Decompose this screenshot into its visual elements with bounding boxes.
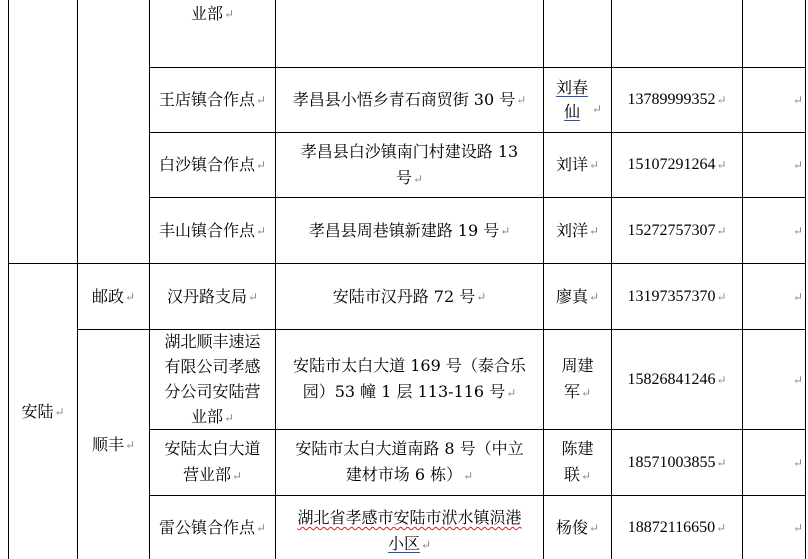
cell-text: 孝昌县白沙镇南门村建设路 13 — [300, 141, 519, 161]
return-mark: ↵ — [506, 386, 517, 400]
return-mark: ↵ — [716, 223, 727, 238]
cell-text: 丰山镇合作点 — [158, 220, 255, 240]
cell-text: 15272757307 — [627, 221, 716, 239]
return-mark: ↵ — [591, 102, 603, 116]
cell-text: 孝昌县周巷镇新建路 19 号 — [308, 220, 500, 240]
table-cell-contact — [544, 68, 611, 132]
table-cell-address — [276, 198, 543, 263]
return-mark: ↵ — [588, 520, 600, 535]
table-cell-name — [150, 430, 275, 495]
return-mark: ↵ — [716, 455, 727, 470]
table-cell-phone — [612, 330, 742, 429]
table-cell-contact — [544, 264, 611, 329]
cell-text: 15826841246 — [627, 370, 716, 388]
table-cell-phone — [612, 133, 742, 197]
table-cell-contact — [544, 330, 611, 429]
return-mark: ↵ — [500, 223, 511, 238]
return-mark: ↵ — [223, 410, 235, 425]
cell-text-line: 园）53 幢 1 层 113-116 号↵ — [302, 382, 517, 401]
table-border — [805, 0, 806, 559]
return-mark: ↵ — [255, 223, 267, 238]
cell-text-line: 号↵ — [395, 167, 424, 187]
return-mark: ↵ — [716, 158, 727, 172]
table-cell-name — [150, 0, 275, 28]
return-mark: ↵ — [792, 158, 803, 172]
table-cell-phone — [612, 264, 742, 329]
table-cell-name — [150, 330, 275, 429]
table-cell-address — [276, 264, 543, 329]
cell-text-line: 分公司安陆营 — [164, 381, 261, 401]
return-mark: ↵ — [255, 158, 267, 172]
table-cell-name — [150, 496, 275, 559]
table-cell-address — [276, 133, 543, 197]
return-mark: ↵ — [792, 520, 803, 535]
table-cell-name — [150, 68, 275, 132]
cell-text-line: 湖北顺丰速运 — [164, 331, 261, 351]
cell-text: 王店镇合作点 — [158, 90, 255, 109]
cell-text: 业部 — [190, 4, 223, 23]
cell-text: 顺丰 — [91, 434, 124, 454]
table-cell-contact — [544, 0, 611, 67]
table-cell-contact — [544, 430, 611, 495]
return-mark: ↵ — [463, 469, 474, 483]
cell-text: 刘春仙 — [555, 78, 588, 121]
table-cell-phone — [612, 496, 742, 559]
return-mark: ↵ — [716, 372, 727, 387]
table-cell-contact — [544, 496, 611, 559]
table-cell-address — [276, 68, 543, 132]
return-mark: ↵ — [516, 93, 527, 107]
table-cell-phone — [612, 198, 742, 263]
cell-text: 安陆太白大道 — [164, 439, 261, 458]
return-mark: ↵ — [792, 455, 803, 470]
return-mark: ↵ — [124, 289, 136, 304]
return-mark: ↵ — [476, 289, 487, 304]
return-mark: ↵ — [716, 520, 727, 535]
return-mark: ↵ — [124, 437, 136, 452]
return-mark: ↵ — [716, 93, 727, 107]
cell-text: 廖真 — [555, 286, 588, 306]
return-mark: ↵ — [716, 289, 727, 304]
cell-text: 刘详 — [555, 155, 588, 174]
cell-text: 陈建 — [561, 439, 594, 458]
cell-text-line: 军↵ — [563, 382, 592, 401]
return-mark: ↵ — [580, 386, 592, 400]
return-mark: ↵ — [420, 538, 432, 552]
cell-text-line: 有限公司孝感 — [164, 356, 261, 376]
table-cell-name — [150, 198, 275, 263]
return-mark: ↵ — [247, 289, 259, 304]
cell-text-line: 业部↵ — [190, 406, 235, 426]
table-cell-carrier — [78, 330, 149, 559]
return-mark: ↵ — [792, 93, 803, 107]
cell-text: 周建 — [561, 356, 594, 375]
table-cell-carrier — [78, 264, 149, 329]
return-mark: ↵ — [792, 372, 803, 387]
cell-text: 安陆市太白大道 169 号（泰合乐 — [293, 356, 526, 375]
table-cell-phone — [612, 0, 742, 67]
cell-text: 13789999352 — [627, 91, 716, 108]
return-mark: ↵ — [588, 289, 600, 304]
return-mark: ↵ — [255, 520, 267, 535]
table-cell-empty — [743, 133, 805, 197]
return-mark: ↵ — [588, 158, 600, 172]
return-mark: ↵ — [580, 469, 592, 483]
table-cell-address — [276, 330, 543, 429]
table-cell-empty — [743, 198, 805, 263]
cell-text: 刘洋 — [555, 220, 588, 240]
cell-text: 杨俊 — [555, 517, 588, 537]
cell-text: 湖北省孝感市安陆市洑水镇涢港 — [297, 508, 522, 527]
return-mark: ↵ — [231, 469, 243, 483]
table-cell-empty — [743, 496, 805, 559]
table-cell-address — [276, 496, 543, 559]
table-cell-address — [276, 430, 543, 495]
cell-text: 汉丹路支局 — [166, 286, 247, 306]
table-cell-empty — [743, 430, 805, 495]
return-mark: ↵ — [412, 171, 424, 186]
cell-text-line: 小区↵ — [387, 534, 432, 553]
table-cell-phone — [612, 68, 742, 132]
return-mark: ↵ — [54, 404, 65, 419]
table-cell-region — [9, 264, 77, 559]
table-cell-address — [276, 0, 543, 67]
table-cell-phone — [612, 430, 742, 495]
return-mark: ↵ — [792, 289, 803, 304]
return-mark: ↵ — [588, 223, 600, 238]
cell-text: 邮政 — [91, 286, 124, 306]
return-mark: ↵ — [255, 93, 267, 107]
table-cell-empty — [743, 330, 805, 429]
cell-text-line: 建材市场 6 栋）↵ — [345, 465, 474, 484]
cell-text: 安陆 — [21, 401, 54, 421]
cell-text: 15107291264 — [627, 156, 716, 173]
table-cell-empty — [743, 264, 805, 329]
table-cell-contact — [544, 133, 611, 197]
table-cell-contact — [544, 198, 611, 263]
cell-text: 雷公镇合作点 — [158, 517, 255, 537]
cell-text: 18571003855 — [627, 453, 716, 471]
cell-text: 孝昌县小悟乡青石商贸街 30 号 — [292, 90, 516, 109]
table-cell-empty — [743, 68, 805, 132]
cell-text: 18872116650 — [627, 518, 716, 536]
cell-text: 白沙镇合作点 — [158, 155, 255, 174]
cell-text-line: 营业部↵ — [182, 465, 243, 484]
return-mark: ↵ — [223, 7, 235, 21]
table-cell-name — [150, 133, 275, 197]
cell-text: 13197357370 — [627, 287, 716, 305]
cell-text: 安陆市太白大道南路 8 号（中立 — [295, 439, 524, 458]
cell-text-line: 联↵ — [563, 465, 592, 484]
cell-text: 安陆市汉丹路 72 号 — [332, 286, 476, 306]
return-mark: ↵ — [792, 223, 803, 238]
table-cell-name — [150, 264, 275, 329]
